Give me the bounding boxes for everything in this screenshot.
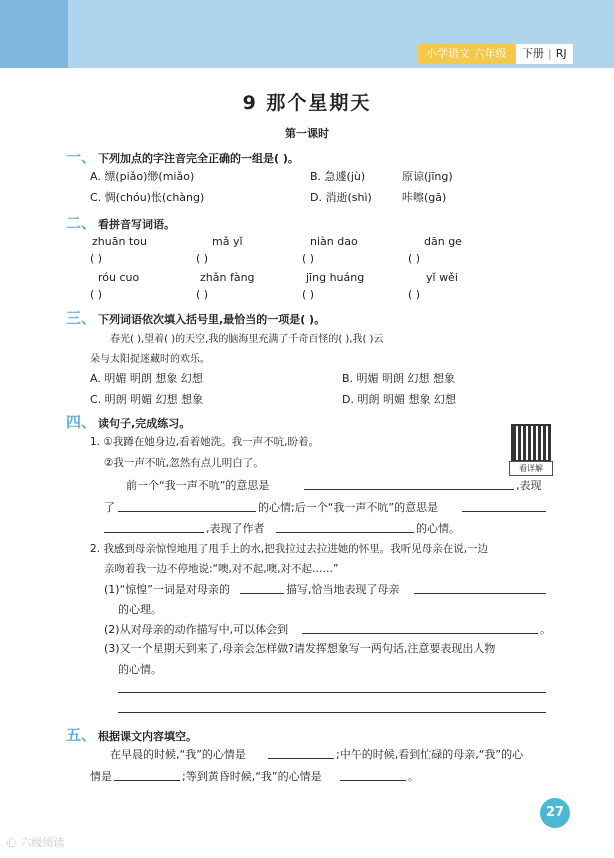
answer-line[interactable] bbox=[118, 692, 546, 693]
answer-blank[interactable]: ( ) bbox=[408, 252, 421, 265]
header-side-block bbox=[0, 0, 68, 68]
pinyin-item: niàn dao bbox=[310, 235, 358, 248]
answer-blank[interactable]: ( ) bbox=[408, 288, 421, 301]
answer-blank[interactable]: ( ) bbox=[196, 252, 209, 265]
answer-line[interactable] bbox=[104, 532, 204, 533]
q3-passage-line-1: 春光( ),望着( )的天空,我的脑海里充满了千奇百怪的( ),我( )云 bbox=[110, 334, 384, 345]
pinyin-item: yǐ wěi bbox=[426, 271, 458, 284]
q1-option-b-2: 原谅(jīng) bbox=[402, 170, 453, 183]
answer-line[interactable] bbox=[240, 593, 284, 594]
answer-line[interactable] bbox=[304, 489, 514, 490]
answer-line[interactable] bbox=[302, 633, 538, 634]
q5-line-2-start: 情是 bbox=[90, 770, 112, 783]
answer-blank[interactable]: ( ) bbox=[196, 288, 209, 301]
answer-line[interactable] bbox=[268, 758, 334, 759]
answer-blank[interactable]: ( ) bbox=[302, 252, 315, 265]
q4-2-3-line-1: (3)又一个星期天到来了,母亲会怎样做?请发挥想象写一两句话,注意要表现出人物 bbox=[104, 642, 496, 655]
answer-blank[interactable]: ( ) bbox=[90, 288, 103, 301]
q1-option-a: A. 缥(piǎo)缈(miǎo) bbox=[90, 170, 195, 183]
q4-2-2: (2)从对母亲的动作描写中,可以体会到 bbox=[104, 623, 289, 636]
q4-2-passage-line-2: 亲吻着我一边不停地说:“噢,对不起,噢,对不起……” bbox=[104, 563, 339, 575]
series-label: 小学语文 六年级 bbox=[418, 44, 515, 64]
q3-option-b: B. 明媚 明朗 幻想 想象 bbox=[342, 372, 456, 385]
answer-line[interactable] bbox=[276, 532, 414, 533]
q1-option-c: C. 惆(chóu)怅(chàng) bbox=[90, 191, 205, 204]
q4-2-1-end: 的心理。 bbox=[118, 603, 162, 616]
q3-option-a: A. 明媚 明朗 想象 幻想 bbox=[90, 372, 203, 385]
q5-line-2-mid: ;等到黄昏时候,“我”的心情是 bbox=[182, 770, 322, 783]
question-5-heading: 五、 根据课文内容填空。 bbox=[66, 726, 198, 744]
pinyin-item: zhuān tou bbox=[92, 235, 147, 248]
qr-code[interactable] bbox=[511, 424, 551, 462]
q5-line-1-start: 在早晨的时候,“我”的心情是 bbox=[110, 748, 246, 761]
q4-2-passage-line-1: 2. 我感到母亲惊惶地甩了甩手上的水,把我拉过去拉进她的怀里。我听见母亲在说,一边 bbox=[90, 543, 489, 555]
pinyin-item: mǎ yǐ bbox=[212, 235, 243, 248]
q3-option-c: C. 明朗 明媚 幻想 想象 bbox=[90, 393, 204, 406]
q4-1-line-b-mid: 的心情;后一个“我一声不吭”的意思是 bbox=[258, 501, 439, 514]
q4-1-line-a: 前一个“我一声不吭”的意思是 bbox=[126, 479, 270, 492]
answer-blank[interactable]: ( ) bbox=[302, 288, 315, 301]
q4-1-line-c-end: 的心情。 bbox=[416, 522, 460, 535]
q4-2-3-line-2: 的心情。 bbox=[118, 663, 162, 676]
q1-option-b: B. 急遽(jù) bbox=[310, 170, 366, 183]
q4-1-line-a-end: ,表现 bbox=[516, 479, 542, 492]
answer-line[interactable] bbox=[414, 593, 546, 594]
q4-sentence-2: ②我一声不吭,忽然有点儿明白了。 bbox=[104, 457, 264, 469]
question-2-heading: 二、 看拼音写词语。 bbox=[66, 214, 176, 232]
q5-line-1-end: ;中午的时候,看到忙碌的母亲,“我”的心 bbox=[336, 748, 524, 761]
q4-sentence-1: 1. ①我蹲在她身边,看着她洗。我一声不吭,盼着。 bbox=[90, 436, 319, 448]
q4-1-line-c-mid: ,表现了作者 bbox=[206, 522, 265, 535]
q4-2-2-end: 。 bbox=[540, 623, 551, 636]
q5-line-2-end: 。 bbox=[408, 770, 419, 783]
lesson-subtitle: 第一课时 bbox=[285, 127, 329, 140]
answer-line[interactable] bbox=[340, 780, 406, 781]
answer-blank[interactable]: ( ) bbox=[90, 252, 103, 265]
answer-line[interactable] bbox=[118, 712, 546, 713]
page-title: 9 那个星期天 bbox=[242, 92, 372, 114]
question-1-heading: 一、 下列加点的字注音完全正确的一组是( )。 bbox=[66, 148, 299, 166]
q4-2-1-mid: 描写,恰当地表现了母亲 bbox=[286, 583, 400, 596]
q1-option-d: D. 消逝(shì) bbox=[310, 191, 372, 204]
answer-line[interactable] bbox=[118, 511, 256, 512]
q4-2-1-start: (1)“惊惶”一词是对母亲的 bbox=[104, 583, 230, 596]
pinyin-item: zhǎn fàng bbox=[200, 271, 255, 284]
question-4-heading: 四、 读句子,完成练习。 bbox=[66, 413, 191, 431]
q1-option-d-2: 咔嚓(gā) bbox=[402, 191, 447, 204]
answer-line[interactable] bbox=[114, 780, 180, 781]
q3-passage-line-2: 朵与太阳捉迷藏时的欢乐。 bbox=[90, 354, 210, 365]
qr-label[interactable]: 看详解 bbox=[509, 461, 553, 476]
q4-1-line-b-start: 了 bbox=[104, 501, 115, 514]
volume-label: 下册 | RJ bbox=[516, 44, 573, 64]
watermark: 心 六级阅读 bbox=[6, 836, 65, 849]
edition-label: RJ bbox=[555, 47, 567, 60]
q3-option-d: D. 明朗 明媚 想象 幻想 bbox=[342, 393, 456, 406]
pinyin-item: dān ge bbox=[424, 235, 462, 248]
pinyin-item: róu cuo bbox=[98, 271, 140, 284]
answer-line[interactable] bbox=[462, 511, 546, 512]
pinyin-item: jīng huáng bbox=[306, 271, 365, 284]
question-3-heading: 三、 下列词语依次填入括号里,最恰当的一项是( )。 bbox=[66, 309, 326, 327]
page-number: 27 bbox=[540, 798, 570, 828]
